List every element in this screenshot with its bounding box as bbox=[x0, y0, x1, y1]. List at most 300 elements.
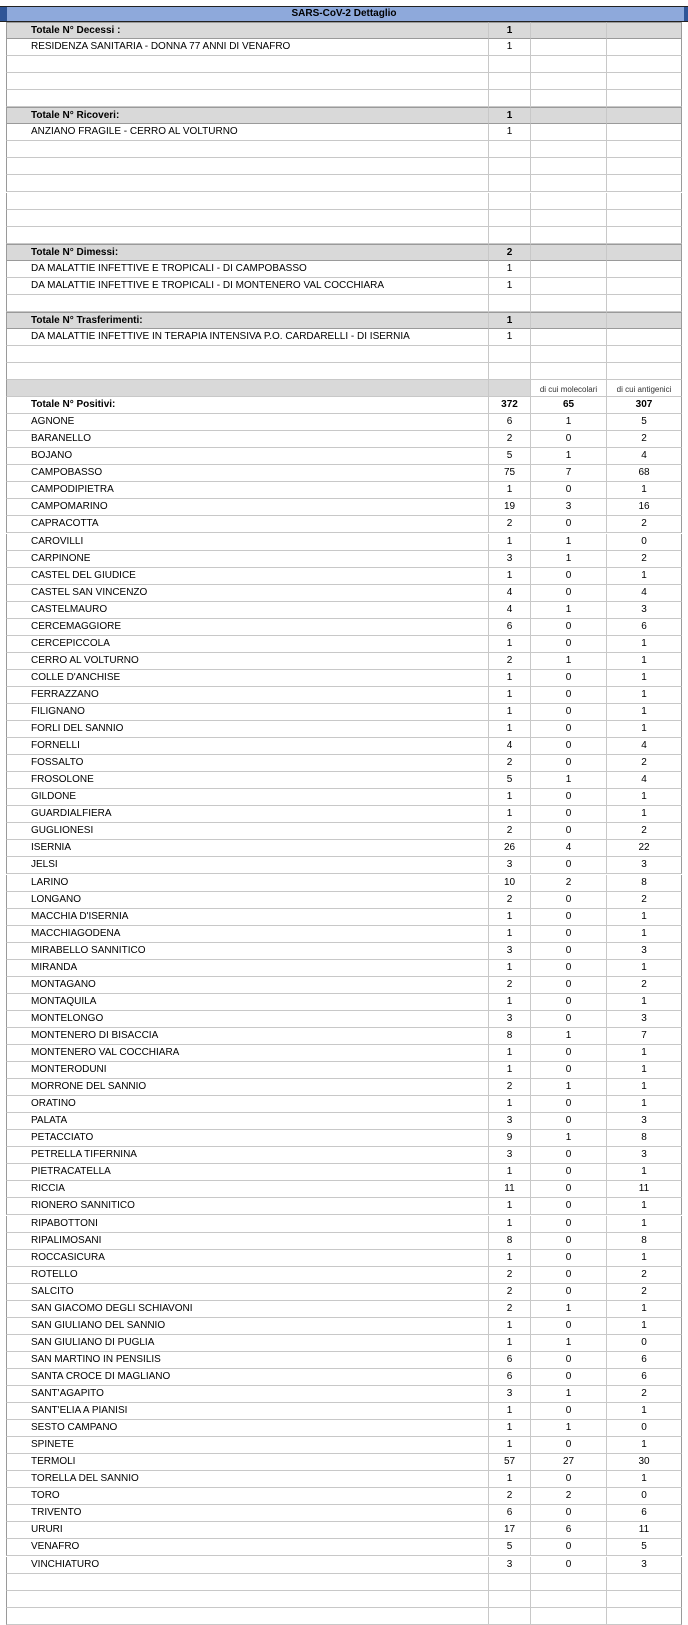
molecular-value-cell: 0 bbox=[531, 482, 607, 499]
total-value-cell: 1 bbox=[489, 687, 531, 704]
row-label-cell: PIETRACATELLA bbox=[6, 1164, 489, 1181]
total-value-cell: 1 bbox=[489, 1403, 531, 1420]
empty-row bbox=[0, 210, 688, 227]
row-label-cell: SAN MARTINO IN PENSILIS bbox=[6, 1352, 489, 1369]
empty-row bbox=[0, 363, 688, 380]
table-row bbox=[0, 1335, 688, 1352]
molecular-value-cell: 0 bbox=[531, 1318, 607, 1335]
antigen-value-cell: 5 bbox=[607, 414, 682, 431]
molecular-value-cell: 0 bbox=[531, 943, 607, 960]
row-label-cell bbox=[6, 1591, 489, 1608]
table-row bbox=[0, 772, 688, 789]
row-label-cell bbox=[6, 1608, 489, 1625]
molecular-value-cell: 1 bbox=[531, 1335, 607, 1352]
molecular-value-cell: 0 bbox=[531, 585, 607, 602]
molecular-value-cell bbox=[531, 141, 607, 158]
total-value-cell: 5 bbox=[489, 448, 531, 465]
molecular-value-cell: 1 bbox=[531, 602, 607, 619]
antigen-value-cell: 1 bbox=[607, 909, 682, 926]
empty-row bbox=[0, 141, 688, 158]
total-value-cell: 3 bbox=[489, 1011, 531, 1028]
total-value-cell: 2 bbox=[489, 977, 531, 994]
column-subheader-row bbox=[0, 380, 688, 397]
antigen-value-cell: 6 bbox=[607, 1505, 682, 1522]
row-label-cell: PALATA bbox=[6, 1113, 489, 1130]
molecular-value-cell bbox=[531, 329, 607, 346]
molecular-value-cell: di cui molecolari bbox=[531, 380, 607, 397]
total-value-cell: 6 bbox=[489, 1352, 531, 1369]
molecular-value-cell: 0 bbox=[531, 619, 607, 636]
antigen-value-cell bbox=[607, 295, 682, 312]
total-value-cell: 1 bbox=[489, 670, 531, 687]
antigen-value-cell: 3 bbox=[607, 1557, 682, 1574]
table-row bbox=[0, 892, 688, 909]
row-label-cell: PETACCIATO bbox=[6, 1130, 489, 1147]
total-value-cell: 1 bbox=[489, 1420, 531, 1437]
total-value-cell: 2 bbox=[489, 1488, 531, 1505]
row-label-cell bbox=[6, 141, 489, 158]
molecular-value-cell bbox=[531, 107, 607, 124]
row-label-cell: CAMPOBASSO bbox=[6, 465, 489, 482]
molecular-value-cell: 0 bbox=[531, 1437, 607, 1454]
row-label-cell: MONTENERO DI BISACCIA bbox=[6, 1028, 489, 1045]
row-label-cell: DA MALATTIE INFETTIVE E TROPICALI - DI MONTENERO VAL COCCHIARA bbox=[6, 278, 489, 295]
antigen-value-cell: 0 bbox=[607, 534, 682, 551]
molecular-value-cell bbox=[531, 363, 607, 380]
antigen-value-cell: 2 bbox=[607, 431, 682, 448]
antigen-value-cell bbox=[607, 1608, 682, 1625]
table-row bbox=[0, 1522, 688, 1539]
row-label-cell: PETRELLA TIFERNINA bbox=[6, 1147, 489, 1164]
molecular-value-cell bbox=[531, 312, 607, 329]
table-row bbox=[0, 755, 688, 772]
antigen-value-cell bbox=[607, 261, 682, 278]
table-row bbox=[0, 568, 688, 585]
molecular-value-cell: 0 bbox=[531, 1164, 607, 1181]
antigen-value-cell: 1 bbox=[607, 1216, 682, 1233]
antigen-value-cell bbox=[607, 158, 682, 175]
table-row bbox=[0, 977, 688, 994]
total-value-cell: 1 bbox=[489, 721, 531, 738]
row-label-cell: CARPINONE bbox=[6, 551, 489, 568]
antigen-value-cell: 1 bbox=[607, 1437, 682, 1454]
total-value-cell: 3 bbox=[489, 1386, 531, 1403]
table-row bbox=[0, 1403, 688, 1420]
table-row bbox=[0, 926, 688, 943]
row-label-cell: SESTO CAMPANO bbox=[6, 1420, 489, 1437]
table-row bbox=[0, 1062, 688, 1079]
row-label-cell: TRIVENTO bbox=[6, 1505, 489, 1522]
molecular-value-cell: 0 bbox=[531, 1403, 607, 1420]
row-label-cell: TERMOLI bbox=[6, 1454, 489, 1471]
total-value-cell: 1 bbox=[489, 960, 531, 977]
row-label-cell: RIONERO SANNITICO bbox=[6, 1198, 489, 1215]
table-row bbox=[0, 721, 688, 738]
molecular-value-cell: 0 bbox=[531, 1011, 607, 1028]
molecular-value-cell: 1 bbox=[531, 1028, 607, 1045]
molecular-value-cell bbox=[531, 1574, 607, 1591]
molecular-value-cell: 0 bbox=[531, 994, 607, 1011]
table-row bbox=[0, 1198, 688, 1215]
table-row bbox=[0, 551, 688, 568]
molecular-value-cell bbox=[531, 39, 607, 56]
table-row bbox=[0, 789, 688, 806]
total-value-cell: 1 bbox=[489, 278, 531, 295]
antigen-value-cell: 7 bbox=[607, 1028, 682, 1045]
antigen-value-cell: 4 bbox=[607, 585, 682, 602]
total-value-cell: 1 bbox=[489, 636, 531, 653]
row-label-cell: COLLE D'ANCHISE bbox=[6, 670, 489, 687]
total-value-cell: 1 bbox=[489, 312, 531, 329]
molecular-value-cell: 0 bbox=[531, 755, 607, 772]
row-label-cell: MORRONE DEL SANNIO bbox=[6, 1079, 489, 1096]
molecular-value-cell: 0 bbox=[531, 892, 607, 909]
molecular-value-cell bbox=[531, 210, 607, 227]
row-label-cell: AGNONE bbox=[6, 414, 489, 431]
antigen-value-cell: 3 bbox=[607, 1011, 682, 1028]
table-row bbox=[0, 39, 688, 56]
antigen-value-cell: 1 bbox=[607, 1318, 682, 1335]
row-label-cell: CAMPOMARINO bbox=[6, 499, 489, 516]
empty-row bbox=[0, 56, 688, 73]
total-value-cell: 1 bbox=[489, 994, 531, 1011]
table-row bbox=[0, 1437, 688, 1454]
total-value-cell: 1 bbox=[489, 1062, 531, 1079]
row-label-cell: SAN GIACOMO DEGLI SCHIAVONI bbox=[6, 1301, 489, 1318]
section-header-row bbox=[0, 312, 688, 329]
total-value-cell: 2 bbox=[489, 755, 531, 772]
row-label-cell: ROTELLO bbox=[6, 1267, 489, 1284]
table-row bbox=[0, 738, 688, 755]
row-label-cell: CAMPODIPIETRA bbox=[6, 482, 489, 499]
total-value-cell: 2 bbox=[489, 516, 531, 533]
total-value-cell bbox=[489, 193, 531, 210]
empty-row bbox=[0, 1591, 688, 1608]
total-value-cell: 3 bbox=[489, 943, 531, 960]
row-label-cell: MONTAQUILA bbox=[6, 994, 489, 1011]
molecular-value-cell: 0 bbox=[531, 516, 607, 533]
total-value-cell bbox=[489, 56, 531, 73]
total-value-cell: 6 bbox=[489, 1369, 531, 1386]
table-row bbox=[0, 994, 688, 1011]
molecular-value-cell bbox=[531, 278, 607, 295]
molecular-value-cell: 27 bbox=[531, 1454, 607, 1471]
antigen-value-cell: 4 bbox=[607, 772, 682, 789]
row-label-cell: SANTA CROCE DI MAGLIANO bbox=[6, 1369, 489, 1386]
row-label-cell: CASTELMAURO bbox=[6, 602, 489, 619]
molecular-value-cell: 0 bbox=[531, 738, 607, 755]
antigen-value-cell: 3 bbox=[607, 1147, 682, 1164]
molecular-value-cell: 0 bbox=[531, 1045, 607, 1062]
antigen-value-cell bbox=[607, 210, 682, 227]
table-row bbox=[0, 943, 688, 960]
total-value-cell: 1 bbox=[489, 482, 531, 499]
total-value-cell: 1 bbox=[489, 534, 531, 551]
row-label-cell: URURI bbox=[6, 1522, 489, 1539]
row-label-cell: MONTENERO VAL COCCHIARA bbox=[6, 1045, 489, 1062]
section-header-row bbox=[0, 107, 688, 124]
molecular-value-cell: 0 bbox=[531, 1284, 607, 1301]
total-value-cell: 1 bbox=[489, 22, 531, 39]
antigen-value-cell: 3 bbox=[607, 943, 682, 960]
total-value-cell bbox=[489, 1608, 531, 1625]
table-row bbox=[0, 1028, 688, 1045]
antigen-value-cell: 6 bbox=[607, 1352, 682, 1369]
total-value-cell: 372 bbox=[489, 397, 531, 414]
antigen-value-cell: 1 bbox=[607, 1079, 682, 1096]
molecular-value-cell: 0 bbox=[531, 1181, 607, 1198]
empty-row bbox=[0, 73, 688, 90]
molecular-value-cell: 0 bbox=[531, 960, 607, 977]
table-row bbox=[0, 431, 688, 448]
table-row bbox=[0, 329, 688, 346]
total-value-cell: 2 bbox=[489, 823, 531, 840]
total-value-cell: 1 bbox=[489, 704, 531, 721]
antigen-value-cell: 1 bbox=[607, 960, 682, 977]
total-value-cell bbox=[489, 158, 531, 175]
antigen-value-cell bbox=[607, 363, 682, 380]
row-label-cell: LARINO bbox=[6, 875, 489, 892]
molecular-value-cell bbox=[531, 261, 607, 278]
molecular-value-cell: 0 bbox=[531, 1505, 607, 1522]
total-value-cell bbox=[489, 346, 531, 363]
total-value-cell: 5 bbox=[489, 772, 531, 789]
molecular-value-cell: 0 bbox=[531, 1113, 607, 1130]
total-value-cell bbox=[489, 1591, 531, 1608]
total-value-cell bbox=[489, 295, 531, 312]
total-value-cell: 17 bbox=[489, 1522, 531, 1539]
molecular-value-cell bbox=[531, 227, 607, 244]
antigen-value-cell bbox=[607, 22, 682, 39]
molecular-value-cell: 1 bbox=[531, 1386, 607, 1403]
antigen-value-cell bbox=[607, 73, 682, 90]
row-label-cell: CAROVILLI bbox=[6, 534, 489, 551]
antigen-value-cell bbox=[607, 56, 682, 73]
total-value-cell: 1 bbox=[489, 1198, 531, 1215]
molecular-value-cell: 0 bbox=[531, 1147, 607, 1164]
molecular-value-cell: 1 bbox=[531, 1420, 607, 1437]
table-row bbox=[0, 636, 688, 653]
row-label-cell: JELSI bbox=[6, 857, 489, 874]
antigen-value-cell: 6 bbox=[607, 1369, 682, 1386]
molecular-value-cell: 0 bbox=[531, 431, 607, 448]
row-label-cell: FERRAZZANO bbox=[6, 687, 489, 704]
row-label-cell: FORNELLI bbox=[6, 738, 489, 755]
table-row bbox=[0, 1147, 688, 1164]
row-label-cell: FILIGNANO bbox=[6, 704, 489, 721]
total-value-cell bbox=[489, 90, 531, 107]
row-label-cell: FROSOLONE bbox=[6, 772, 489, 789]
total-value-cell: 3 bbox=[489, 857, 531, 874]
table-row bbox=[0, 1267, 688, 1284]
table-row bbox=[0, 1113, 688, 1130]
table-row bbox=[0, 278, 688, 295]
total-value-cell: 1 bbox=[489, 1164, 531, 1181]
molecular-value-cell: 0 bbox=[531, 1233, 607, 1250]
molecular-value-cell: 0 bbox=[531, 823, 607, 840]
molecular-value-cell bbox=[531, 124, 607, 141]
section-header-row bbox=[0, 244, 688, 261]
total-value-cell: 1 bbox=[489, 329, 531, 346]
antigen-value-cell: 1 bbox=[607, 1250, 682, 1267]
row-label-cell: BARANELLO bbox=[6, 431, 489, 448]
table-row bbox=[0, 1454, 688, 1471]
row-label-cell bbox=[6, 380, 489, 397]
table-row bbox=[0, 909, 688, 926]
table-row bbox=[0, 960, 688, 977]
total-value-cell: 1 bbox=[489, 124, 531, 141]
table-row bbox=[0, 1250, 688, 1267]
antigen-value-cell: 1 bbox=[607, 687, 682, 704]
antigen-value-cell: 1 bbox=[607, 1045, 682, 1062]
molecular-value-cell: 0 bbox=[531, 977, 607, 994]
table-row bbox=[0, 1557, 688, 1574]
molecular-value-cell: 0 bbox=[531, 1267, 607, 1284]
total-value-cell: 6 bbox=[489, 1505, 531, 1522]
table-row bbox=[0, 1079, 688, 1096]
molecular-value-cell: 0 bbox=[531, 670, 607, 687]
antigen-value-cell: 0 bbox=[607, 1488, 682, 1505]
row-label-cell bbox=[6, 73, 489, 90]
molecular-value-cell bbox=[531, 295, 607, 312]
row-label-cell: CAPRACOTTA bbox=[6, 516, 489, 533]
molecular-value-cell: 0 bbox=[531, 857, 607, 874]
table-row bbox=[0, 1045, 688, 1062]
row-label-cell: SALCITO bbox=[6, 1284, 489, 1301]
total-value-cell: 4 bbox=[489, 585, 531, 602]
table-row bbox=[0, 448, 688, 465]
section-header-row bbox=[0, 22, 688, 39]
molecular-value-cell: 0 bbox=[531, 1369, 607, 1386]
table-row bbox=[0, 499, 688, 516]
molecular-value-cell: 1 bbox=[531, 551, 607, 568]
row-label-cell: TORO bbox=[6, 1488, 489, 1505]
molecular-value-cell bbox=[531, 175, 607, 192]
total-value-cell: 6 bbox=[489, 619, 531, 636]
total-value-cell: 10 bbox=[489, 875, 531, 892]
row-label-cell: Totale N° Positivi: bbox=[6, 397, 489, 414]
row-label-cell: GILDONE bbox=[6, 789, 489, 806]
table-row bbox=[0, 585, 688, 602]
antigen-value-cell: 307 bbox=[607, 397, 682, 414]
antigen-value-cell: 30 bbox=[607, 1454, 682, 1471]
molecular-value-cell: 1 bbox=[531, 414, 607, 431]
antigen-value-cell bbox=[607, 1574, 682, 1591]
total-value-cell: 26 bbox=[489, 840, 531, 857]
table-row bbox=[0, 619, 688, 636]
total-value-cell: 1 bbox=[489, 926, 531, 943]
molecular-value-cell bbox=[531, 90, 607, 107]
antigen-value-cell: 11 bbox=[607, 1522, 682, 1539]
table-row bbox=[0, 670, 688, 687]
antigen-value-cell: 1 bbox=[607, 994, 682, 1011]
row-label-cell: RIPABOTTONI bbox=[6, 1216, 489, 1233]
total-value-cell: 3 bbox=[489, 1113, 531, 1130]
row-label-cell: RESIDENZA SANITARIA - DONNA 77 ANNI DI VENAFRO bbox=[6, 39, 489, 56]
row-label-cell: FOSSALTO bbox=[6, 755, 489, 772]
antigen-value-cell: 1 bbox=[607, 926, 682, 943]
molecular-value-cell: 0 bbox=[531, 1352, 607, 1369]
table-row bbox=[0, 1369, 688, 1386]
total-value-cell: 1 bbox=[489, 1216, 531, 1233]
molecular-value-cell: 7 bbox=[531, 465, 607, 482]
antigen-value-cell bbox=[607, 90, 682, 107]
table-row bbox=[0, 1096, 688, 1113]
row-label-cell: Totale N° Ricoveri: bbox=[6, 107, 489, 124]
total-value-cell: 1 bbox=[489, 39, 531, 56]
empty-row bbox=[0, 193, 688, 210]
table-row bbox=[0, 1301, 688, 1318]
row-label-cell: VINCHIATURO bbox=[6, 1557, 489, 1574]
molecular-value-cell: 0 bbox=[531, 926, 607, 943]
table-row bbox=[0, 1164, 688, 1181]
molecular-value-cell: 65 bbox=[531, 397, 607, 414]
antigen-value-cell: 4 bbox=[607, 448, 682, 465]
antigen-value-cell: 1 bbox=[607, 653, 682, 670]
total-value-cell: 8 bbox=[489, 1233, 531, 1250]
total-value-cell: 11 bbox=[489, 1181, 531, 1198]
antigen-value-cell bbox=[607, 175, 682, 192]
total-value-cell: 9 bbox=[489, 1130, 531, 1147]
empty-row bbox=[0, 1608, 688, 1625]
molecular-value-cell: 0 bbox=[531, 1250, 607, 1267]
total-value-cell: 2 bbox=[489, 1284, 531, 1301]
total-value-cell bbox=[489, 227, 531, 244]
row-label-cell: Totale N° Dimessi: bbox=[6, 244, 489, 261]
total-row bbox=[0, 397, 688, 414]
total-value-cell: 75 bbox=[489, 465, 531, 482]
row-label-cell: SANT'AGAPITO bbox=[6, 1386, 489, 1403]
antigen-value-cell bbox=[607, 244, 682, 261]
row-label-cell: SAN GIULIANO DI PUGLIA bbox=[6, 1335, 489, 1352]
molecular-value-cell bbox=[531, 56, 607, 73]
antigen-value-cell: 2 bbox=[607, 977, 682, 994]
antigen-value-cell: 2 bbox=[607, 755, 682, 772]
row-label-cell: RICCIA bbox=[6, 1181, 489, 1198]
row-label-cell bbox=[6, 175, 489, 192]
row-label-cell: GUGLIONESI bbox=[6, 823, 489, 840]
antigen-value-cell: 2 bbox=[607, 823, 682, 840]
antigen-value-cell: 1 bbox=[607, 704, 682, 721]
molecular-value-cell: 4 bbox=[531, 840, 607, 857]
antigen-value-cell bbox=[607, 1591, 682, 1608]
total-value-cell: 2 bbox=[489, 431, 531, 448]
row-label-cell: MONTERODUNI bbox=[6, 1062, 489, 1079]
molecular-value-cell: 2 bbox=[531, 1488, 607, 1505]
row-label-cell: CASTEL SAN VINCENZO bbox=[6, 585, 489, 602]
total-value-cell bbox=[489, 363, 531, 380]
molecular-value-cell: 0 bbox=[531, 1198, 607, 1215]
table-row bbox=[0, 1505, 688, 1522]
row-label-cell bbox=[6, 90, 489, 107]
antigen-value-cell: 1 bbox=[607, 568, 682, 585]
antigen-value-cell: 1 bbox=[607, 636, 682, 653]
antigen-value-cell: 1 bbox=[607, 1198, 682, 1215]
sheet-title: SARS-CoV-2 Dettaglio bbox=[291, 8, 397, 19]
table-row bbox=[0, 1011, 688, 1028]
row-label-cell: MONTELONGO bbox=[6, 1011, 489, 1028]
total-value-cell: 1 bbox=[489, 1471, 531, 1488]
row-label-cell: SANT'ELIA A PIANISI bbox=[6, 1403, 489, 1420]
antigen-value-cell: 0 bbox=[607, 1335, 682, 1352]
total-value-cell bbox=[489, 380, 531, 397]
total-value-cell: 2 bbox=[489, 1079, 531, 1096]
total-value-cell: 1 bbox=[489, 568, 531, 585]
row-label-cell: Totale N° Decessi : bbox=[6, 22, 489, 39]
total-value-cell: 1 bbox=[489, 1045, 531, 1062]
empty-row bbox=[0, 90, 688, 107]
molecular-value-cell: 0 bbox=[531, 1539, 607, 1556]
